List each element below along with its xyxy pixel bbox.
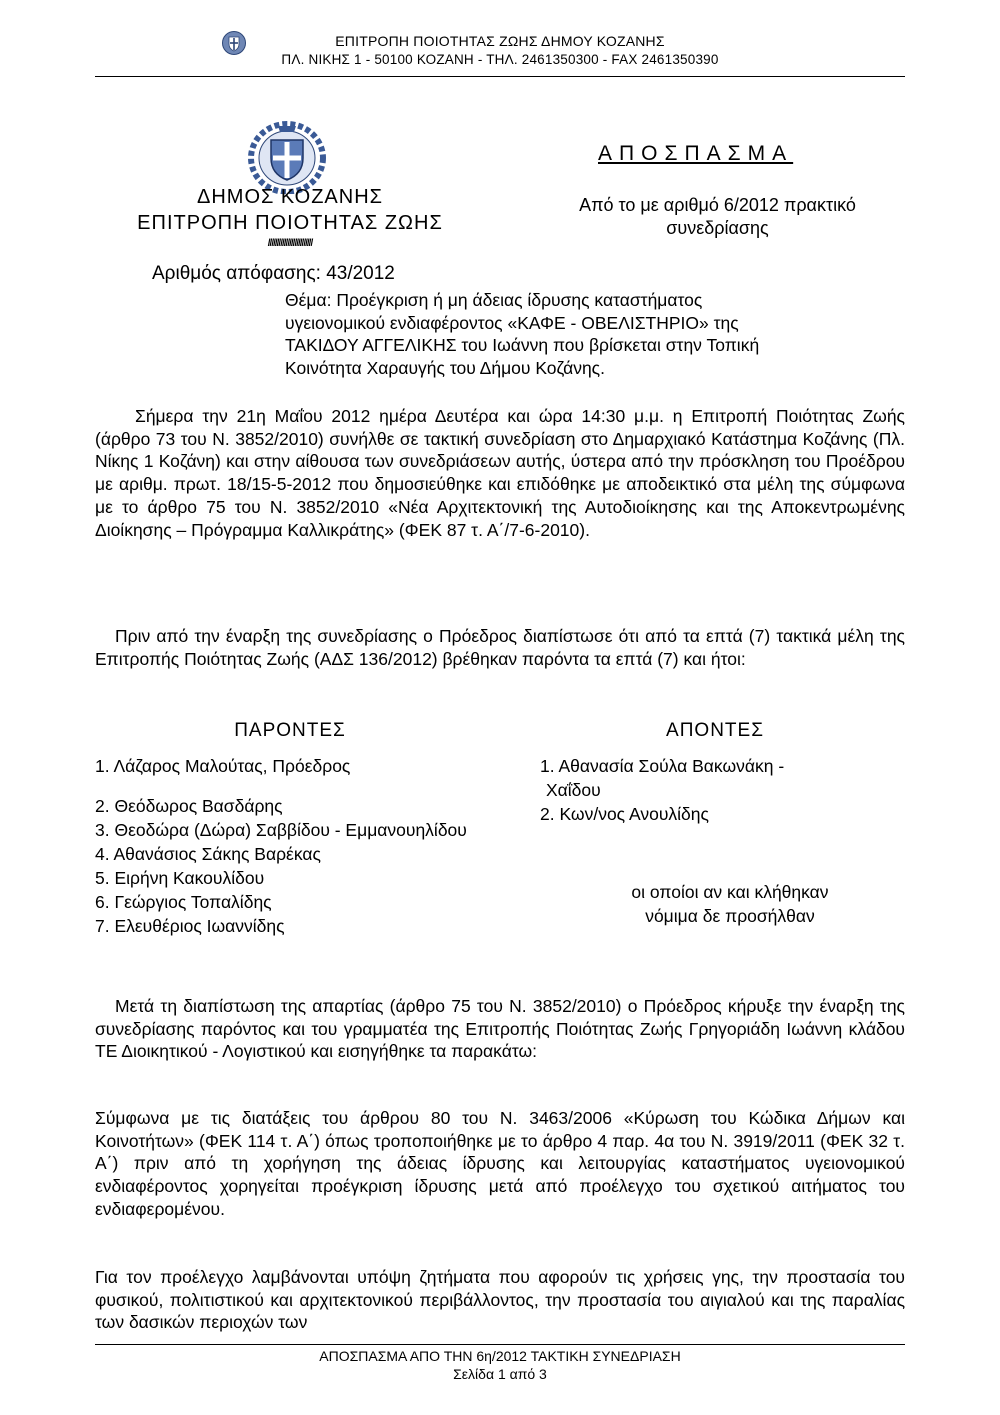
issuer-committee: ΕΠΙΤΡΟΠΗ ΠΟΙΟΤΗΤΑΣ ΖΩΗΣ — [137, 212, 443, 234]
footer-line-1: ΑΠΟΣΠΑΣΜΑ ΑΠΟ ΤΗΝ 6η/2012 ΤΑΚΤΙΚΗ ΣΥΝΕΔΡΙΑΣΗ — [319, 1348, 681, 1364]
list-item: 6. Γεώργιος Τοπαλίδης — [95, 892, 272, 912]
greek-coat-of-arms-icon — [248, 118, 326, 194]
extract-title: ΑΠΟΣΠΑΣΜΑ — [598, 142, 794, 165]
subject-line-2: υγειονομικού ενδιαφέροντος «ΚΑΦΕ - ΟΒΕΛΙΣΤΗΡΙΟ» της — [285, 312, 739, 333]
absent-header: ΑΠΟΝΤΕΣ — [666, 720, 764, 741]
list-item: 4. Αθανάσιος Σάκης Βαρέκας — [95, 844, 321, 864]
list-item: 2. Κων/νος Ανουλίδης — [540, 804, 709, 824]
header-line-2: ΠΛ. ΝΙΚΗΣ 1 - 50100 ΚΟΖΑΝΗ - ΤΗΛ. 2461350300 - FAX 2461350390 — [281, 52, 719, 67]
absent-note-line-1: οι οποίοι αν και κλήθηκαν — [631, 882, 829, 902]
subject-block — [285, 289, 905, 380]
list-item: 7. Ελευθέριος Ιωαννίδης — [95, 916, 285, 936]
subject-line-1: Θέμα: Προέγκριση ή μη άδειας ίδρυσης καταστήματος — [285, 290, 703, 310]
extract-subtitle-2: συνεδρίασης — [666, 218, 769, 238]
footer-page-number: Σελίδα 1 από 3 — [453, 1366, 547, 1382]
paragraph-quorum: Πριν από την έναρξη της συνεδρίασης ο Πρόεδρος διαπίστωσε ότι από τα επτά (7) τακτικά μέλη της Επιτροπής Ποιότητας Ζωής (ΑΔΣ 136/2012) βρέθηκαν παρόντα τα επτά (7) και ήτοι: — [95, 626, 905, 669]
paragraph-legal-basis: Σύμφωνα με τις διατάξεις του άρθρου 80 του Ν. 3463/2006 «Κύρωση του Κώδικα Δήμων και Κοινοτήτων» (ΦΕΚ 114 τ. Α΄) όπως τροποποιήθηκε με το άρθρο 4 παρ. 4α του Ν. 3919/2011 (ΦΕΚ 32 τ. Α΄) πριν από τη χορήγηση της άδειας ίδρυσης και λειτουργίας καταστήματος υγειονομικού ενδιαφέροντος χορηγείται προέγκριση ίδρυσης μετά από προέλεγχο του σχετικού αιτήματος του ενδιαφερομένου. — [95, 1108, 905, 1219]
subject-line-4: Κοινότητα Χαραυγής του Δήμου Κοζάνης. — [285, 358, 605, 379]
footer-rule — [95, 1344, 905, 1345]
present-list — [95, 754, 545, 938]
subject-line-3: ΤΑΚΙΔΟΥ ΑΓΓΕΛΙΚΗΣ του Ιωάννη που βρίσκεται στην Τοπική — [285, 335, 760, 356]
issuer-underline: ///////////////////////// — [267, 238, 313, 249]
absent-note-line-2: νόμιμα δε προσήλθαν — [645, 906, 815, 926]
list-item: 5. Ειρήνη Κακουλίδου — [95, 868, 265, 888]
paragraph-precheck: Για τον προέλεγχο λαμβάνονται υπόψη ζητήματα που αφορούν τις χρήσεις γης, την προστασία του φυσικού, πολιτιστικού και αρχιτεκτονικού περιβάλλοντος, την προστασία του αιγιαλού και της παραλίας των δασικών περιοχών των — [95, 1267, 905, 1333]
header-line-1: ΕΠΙΤΡΟΠΗ ΠΟΙΟΤΗΤΑΣ ΖΩΗΣ ΔΗΜΟΥ ΚΟΖΑΝΗΣ — [335, 33, 665, 49]
issuer-municipality: ΔΗΜΟΣ ΚΟΖΑΝΗΣ — [196, 186, 384, 208]
paragraph-meeting: Σήμερα την 21η Μαΐου 2012 ημέρα Δευτέρα και ώρα 14:30 μ.μ. η Επιτροπή Ποιότητας Ζωής (άρθρο 73 του Ν. 3852/2010) συνήλθε σε τακτική συνεδρίαση στο Δημαρχιακό Κατάστημα Κοζάνης (Πλ. Νίκης 1 Κοζάνη) και στην αίθουσα των συνεδριάσεων αυτής, ύστερα από την πρόσκληση του Προέδρου με αριθμ. πρωτ. 18/15-5-2012 που δημοσιεύθηκε και επιδόθηκε με αποδεικτικό στα μέλη της σύμφωνα με το άρθρο 75 του Ν. 3852/2010 «Νέα Αρχιτεκτονική της Αυτοδιοίκησης και της Αποκεντρωμένης Διοίκησης – Πρόγραμμα Καλλικράτης» (ΦΕΚ 87 τ. Α΄/7-6-2010). — [95, 406, 905, 540]
paragraph-opening: Μετά τη διαπίστωση της απαρτίας (άρθρο 75 του Ν. 3852/2010) ο Πρόεδρος κήρυξε την έναρξη της συνεδρίασης παρόντος και του γραμματέα της Επιτροπής Ποιότητας Ζωής Γρηγοριάδη Ιωάννη κλάδου ΤΕ Διοικητικού - Λογιστικού και εισηγήθηκε τα παρακάτω: — [95, 996, 905, 1062]
extract-subtitle-1: Από το με αριθμό 6/2012 πρακτικό — [579, 195, 856, 215]
list-item: 2. Θεόδωρος Βασδάρης — [95, 796, 283, 816]
present-header: ΠΑΡΟΝΤΕΣ — [234, 720, 346, 741]
list-item: Χαΐδου — [546, 780, 601, 800]
absent-list — [540, 754, 910, 826]
decision-number: Αριθμός απόφασης: 43/2012 — [152, 263, 395, 284]
absent-note — [560, 880, 900, 928]
list-item: 1. Αθανασία Σούλα Βακωνάκη - — [540, 756, 785, 776]
header-rule — [95, 76, 905, 77]
list-item: 3. Θεοδώρα (Δώρα) Σαββίδου - Εμμανουηλίδου — [95, 820, 467, 840]
list-item: 1. Λάζαρος Μαλούτας, Πρόεδρος — [95, 756, 351, 776]
